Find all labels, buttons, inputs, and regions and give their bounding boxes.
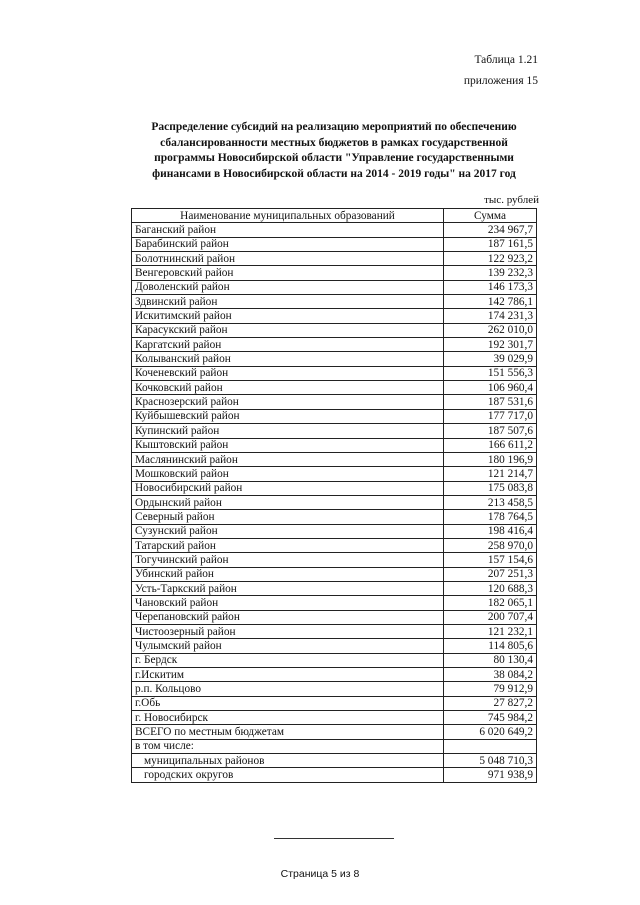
table-row: [132, 266, 537, 280]
municipality-name: муниципальных районов: [132, 754, 444, 768]
table-row: [132, 237, 537, 251]
subsidy-sum: 745 984,2: [444, 711, 537, 725]
subsidy-sum: 180 196,9: [444, 452, 537, 466]
municipality-name: Здвинский район: [132, 295, 444, 309]
subsidy-sum: 39 029,9: [444, 352, 537, 366]
subsidy-sum: 122 923,2: [444, 252, 537, 266]
table-reference: Таблица 1.21: [474, 54, 538, 66]
table-row: [132, 567, 537, 581]
table-row: [132, 696, 537, 710]
table-row: [132, 725, 537, 739]
municipality-name: Маслянинский район: [132, 452, 444, 466]
table-row: [132, 524, 537, 538]
table-row: [132, 338, 537, 352]
table-row: [132, 639, 537, 653]
municipality-name: Черепановский район: [132, 610, 444, 624]
subsidy-table: [131, 208, 537, 783]
subsidy-sum: [444, 739, 537, 753]
municipality-name: Доволенский район: [132, 280, 444, 294]
subsidy-sum: 187 161,5: [444, 237, 537, 251]
unit-label: тыс. рублей: [484, 194, 539, 206]
table-row: [132, 395, 537, 409]
table-header-row: [132, 209, 537, 223]
subsidy-sum: 192 301,7: [444, 338, 537, 352]
municipality-name: Убинский район: [132, 567, 444, 581]
subsidy-sum: 6 020 649,2: [444, 725, 537, 739]
table-row: [132, 668, 537, 682]
table-row: [132, 323, 537, 337]
subsidy-sum: 142 786,1: [444, 295, 537, 309]
subsidy-sum: 182 065,1: [444, 596, 537, 610]
table-row: [132, 223, 537, 237]
municipality-name: Барабинский район: [132, 237, 444, 251]
municipality-name: Северный район: [132, 510, 444, 524]
municipality-name: Коченевский район: [132, 366, 444, 380]
table-row: [132, 581, 537, 595]
subsidy-sum: 213 458,5: [444, 495, 537, 509]
table-row: [132, 739, 537, 753]
municipality-name: городских округов: [132, 768, 444, 782]
subsidy-sum: 234 967,7: [444, 223, 537, 237]
municipality-name: Татарский район: [132, 538, 444, 552]
subsidy-sum: 187 507,6: [444, 424, 537, 438]
subsidy-sum: 146 173,3: [444, 280, 537, 294]
table-row: [132, 481, 537, 495]
municipality-name: г.Искитим: [132, 668, 444, 682]
municipality-name: р.п. Кольцово: [132, 682, 444, 696]
municipality-name: ВСЕГО по местным бюджетам: [132, 725, 444, 739]
table-row: [132, 438, 537, 452]
municipality-name: Колыванский район: [132, 352, 444, 366]
municipality-name: Куйбышевский район: [132, 409, 444, 423]
table-row: [132, 409, 537, 423]
subsidy-sum: 207 251,3: [444, 567, 537, 581]
subsidy-sum: 187 531,6: [444, 395, 537, 409]
table-row: [132, 510, 537, 524]
table-body: [132, 223, 537, 782]
municipality-name: Каргатский район: [132, 338, 444, 352]
table-row: [132, 252, 537, 266]
table-row: [132, 424, 537, 438]
municipality-name: Венгеровский район: [132, 266, 444, 280]
subsidy-sum: 27 827,2: [444, 696, 537, 710]
subsidy-sum: 106 960,4: [444, 381, 537, 395]
footer-divider: [274, 838, 394, 839]
subsidy-sum: 139 232,3: [444, 266, 537, 280]
table-row: [132, 467, 537, 481]
document-title: [120, 120, 548, 182]
table-row: [132, 596, 537, 610]
subsidy-sum: 80 130,4: [444, 653, 537, 667]
subsidy-sum: 157 154,6: [444, 553, 537, 567]
municipality-name: Баганский район: [132, 223, 444, 237]
table-row: [132, 610, 537, 624]
subsidy-sum: 5 048 710,3: [444, 754, 537, 768]
subsidy-sum: 198 416,4: [444, 524, 537, 538]
municipality-name: в том числе:: [132, 739, 444, 753]
table-row: [132, 280, 537, 294]
municipality-name: Кочковский район: [132, 381, 444, 395]
table-row: [132, 495, 537, 509]
subsidy-sum: 121 214,7: [444, 467, 537, 481]
municipality-name: Мошковский район: [132, 467, 444, 481]
title-line: Распределение субсидий на реализацию мероприятий по обеспечению: [151, 121, 517, 133]
table-row: [132, 754, 537, 768]
subsidy-sum: 38 084,2: [444, 668, 537, 682]
subsidy-sum: 121 232,1: [444, 624, 537, 638]
page-number: Страница 5 из 8: [280, 868, 360, 880]
table-row: [132, 553, 537, 567]
subsidy-sum: 178 764,5: [444, 510, 537, 524]
column-header-sum: Сумма: [444, 209, 537, 223]
table-row: [132, 682, 537, 696]
table-row: [132, 366, 537, 380]
municipality-name: Чановский район: [132, 596, 444, 610]
table-row: [132, 768, 537, 782]
subsidy-sum: 174 231,3: [444, 309, 537, 323]
column-header-name: Наименование муниципальных образований: [132, 209, 444, 223]
table-row: [132, 711, 537, 725]
municipality-name: Болотнинский район: [132, 252, 444, 266]
subsidy-sum: 120 688,3: [444, 581, 537, 595]
municipality-name: Купинский район: [132, 424, 444, 438]
municipality-name: г. Бердск: [132, 653, 444, 667]
municipality-name: Чистоозерный район: [132, 624, 444, 638]
municipality-name: Тогучинский район: [132, 553, 444, 567]
municipality-name: г.Обь: [132, 696, 444, 710]
table-row: [132, 381, 537, 395]
subsidy-sum: 200 707,4: [444, 610, 537, 624]
table-row: [132, 452, 537, 466]
title-line: программы Новосибирской области "Управление государственными: [154, 152, 514, 164]
subsidy-sum: 166 611,2: [444, 438, 537, 452]
table-row: [132, 295, 537, 309]
subsidy-sum: 258 970,0: [444, 538, 537, 552]
subsidy-sum: 177 717,0: [444, 409, 537, 423]
table-row: [132, 653, 537, 667]
table-row: [132, 309, 537, 323]
subsidy-sum: 114 805,6: [444, 639, 537, 653]
subsidy-sum: 79 912,9: [444, 682, 537, 696]
municipality-name: Сузунский район: [132, 524, 444, 538]
municipality-name: Новосибирский район: [132, 481, 444, 495]
table-row: [132, 352, 537, 366]
table-row: [132, 538, 537, 552]
subsidy-sum: 151 556,3: [444, 366, 537, 380]
subsidy-sum: 262 010,0: [444, 323, 537, 337]
municipality-name: г. Новосибирск: [132, 711, 444, 725]
municipality-name: Ордынский район: [132, 495, 444, 509]
municipality-name: Краснозерский район: [132, 395, 444, 409]
subsidy-sum: 971 938,9: [444, 768, 537, 782]
municipality-name: Карасукский район: [132, 323, 444, 337]
subsidy-sum: 175 083,8: [444, 481, 537, 495]
municipality-name: Кыштовский район: [132, 438, 444, 452]
title-line: финансами в Новосибирской области на 2014 - 2019 годы" на 2017 год: [152, 167, 516, 180]
appendix-reference: приложения 15: [463, 75, 538, 87]
municipality-name: Искитимский район: [132, 309, 444, 323]
title-line: сбалансированности местных бюджетов в рамках государственной: [160, 136, 508, 149]
table-row: [132, 624, 537, 638]
municipality-name: Усть-Таркский район: [132, 581, 444, 595]
municipality-name: Чулымский район: [132, 639, 444, 653]
